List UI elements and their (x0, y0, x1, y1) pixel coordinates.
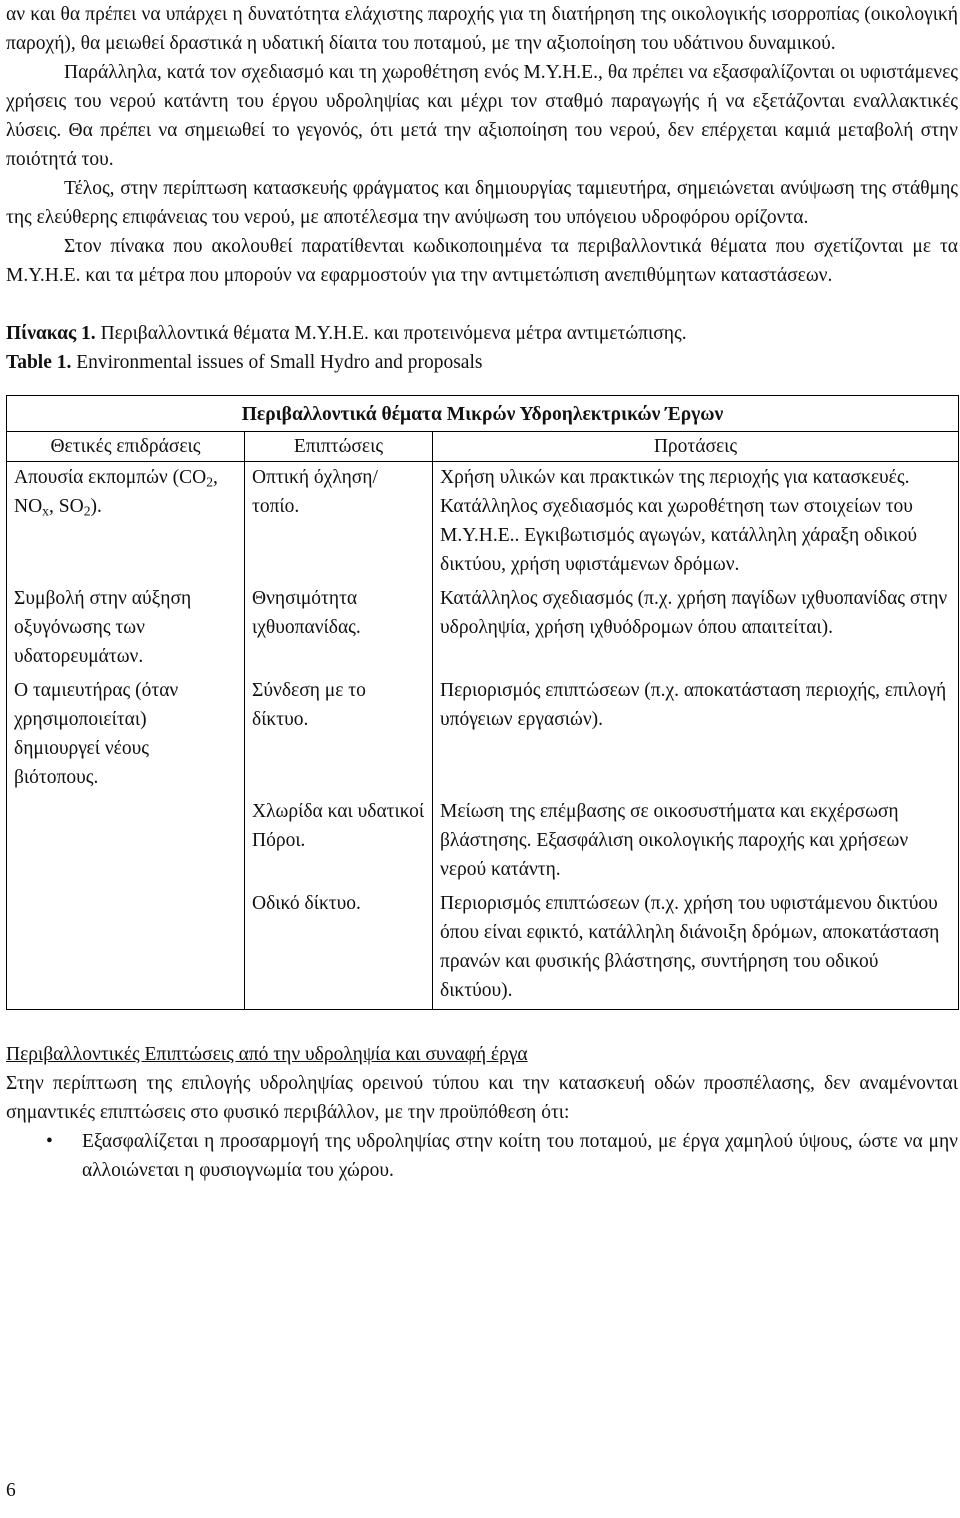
table-row (7, 675, 959, 796)
table-caption (6, 319, 958, 377)
section-heading: Περιβαλλοντικές Επιπτώσεις από την υδροληψία και συναφή έργα (6, 1044, 528, 1065)
table-row (7, 888, 959, 1010)
proposal-cell: Περιορισμός επιπτώσεων (π.χ. χρήση του υφιστάμενου δικτύου όπου είναι εφικτό, κατάλληλη διάνοιξη δρόμων, αποκατάσταση πρανών και φυσικής βλάστησης, συντήρηση του οδικού δικτύου). (433, 888, 959, 1010)
proposal-cell: Χρήση υλικών και πρακτικών της περιοχής για κατασκευές. Κατάλληλος σχεδιασμός και χωροθέτηση των στοιχείων του Μ.Υ.Η.Ε.. Εγκιβωτισμός αγωγών, κατάλληλη χάραξη οδικού δικτύου, χρήση υφιστάμενων δρόμων. (433, 462, 959, 584)
proposal-cell: Μείωση της επέμβασης σε οικοσυστήματα και εκχέρσωση βλάστησης. Εξασφάλιση οικολογικής παροχής και χρήσεων νερού κατάντη. (433, 796, 959, 888)
caption-english-text: Environmental issues of Small Hydro and proposals (71, 352, 483, 373)
caption-greek (6, 319, 958, 348)
table-title: Περιβαλλοντικά θέματα Μικρών Υδροηλεκτρικών Έργων (7, 396, 959, 432)
positive-effect-cell (7, 888, 245, 1010)
positive-effect-cell: Ο ταμιευτήρας (όταν χρησιμοποιείται) δημιουργεί νέους βιότοπους. (7, 675, 245, 796)
document-page (6, 0, 958, 1185)
impact-cell: Οδικό δίκτυο. (245, 888, 433, 1010)
impact-cell: Χλωρίδα και υδατικοί Πόροι. (245, 796, 433, 888)
bullet-icon: • (46, 1131, 53, 1152)
paragraph-4: Στον πίνακα που ακολουθεί παρατίθενται κωδικοποιημένα τα περιβαλλοντικά θέματα που σχετίζονται με τα Μ.Υ.Η.Ε. και τα μέτρα που μπορούν να εφαρμοστούν για την αντιμετώπιση ανεπιθύμητων καταστάσεων. (6, 236, 958, 286)
table-row (7, 583, 959, 675)
list-item-text: Εξασφαλίζεται η προσαρμογή της υδροληψίας στην κοίτη του ποταμού, με έργα χαμηλού ύψους, ώστε να μην αλλοιώνεται η φυσιογνωμία του χώρου. (82, 1131, 958, 1181)
bullet-list (6, 1127, 958, 1185)
paragraph-2: Παράλληλα, κατά τον σχεδιασμό και τη χωροθέτηση ενός Μ.Υ.Η.Ε., θα πρέπει να εξασφαλίζονται οι υφιστάμενες χρήσεις του νερού κατάντη του έργου υδροληψίας και μέχρι τον σταθμό παραγωγής ή να εξετάζονται εναλλακτικές λύσεις. Θα πρέπει να σημειωθεί το γεγονός, ότι μετά την αξιοποίηση του νερού, δεν επέρχεται καμιά μεταβολή στην ποιότητά του. (6, 62, 958, 170)
positive-effect-cell: Συμβολή στην αύξηση οξυγόνωσης των υδατορευμάτων. (7, 583, 245, 675)
list-item (6, 1127, 958, 1185)
impact-cell: Σύνδεση με το δίκτυο. (245, 675, 433, 796)
caption-greek-text: Περιβαλλοντικά θέματα Μ.Υ.Η.Ε. και προτεινόμενα μέτρα αντιμετώπισης. (95, 323, 687, 344)
caption-english-label: Table 1. (6, 352, 72, 373)
impact-cell: Οπτική όχληση/τοπίο. (245, 462, 433, 584)
positive-effect-cell: Απουσία εκπομπών ($CO_2$, $NO_x$, $SO_2$). (7, 462, 245, 584)
header-proposals: Προτάσεις (433, 432, 959, 462)
impact-cell: Θνησιμότητα ιχθυοπανίδας. (245, 583, 433, 675)
table-row (7, 462, 959, 584)
page-number: 6 (6, 1480, 16, 1501)
paragraph-3: Τέλος, στην περίπτωση κατασκευής φράγματος και δημιουργίας ταμιευτήρα, σημειώνεται ανύψωση της στάθμης της ελεύθερης επιφάνειας του νερού, με αποτέλεσμα την ανύψωση του υπόγειου υδροφόρου ορίζοντα. (6, 178, 958, 228)
caption-greek-label: Πίνακας 1. (6, 323, 96, 344)
caption-english (6, 348, 958, 377)
header-positive-effects: Θετικές επιδράσεις (7, 432, 245, 462)
proposal-cell: Περιορισμός επιπτώσεων (π.χ. αποκατάσταση περιοχής, επιλογή υπόγειων εργασιών). (433, 675, 959, 796)
environmental-issues-table (6, 395, 959, 1010)
proposal-cell: Κατάλληλος σχεδιασμός (π.χ. χρήση παγίδων ιχθυοπανίδας στην υδροληψία, χρήση ιχθυόδρομων όπου απαιτείται). (433, 583, 959, 675)
table-row (7, 796, 959, 888)
header-impacts: Επιπτώσεις (245, 432, 433, 462)
paragraph-1: αν και θα πρέπει να υπάρχει η δυνατότητα ελάχιστης παροχής για τη διατήρηση της οικολογικής ισορροπίας (οικολογική παροχή), θα μειωθεί δραστικά η υδατική δίαιτα του ποταμού, με την αξιοποίηση του υδάτινου δυναμικού. (6, 4, 958, 54)
positive-effect-cell (7, 796, 245, 888)
section-intro: Στην περίπτωση της επιλογής υδροληψίας ορεινού τύπου και την κατασκευή οδών προσπέλασης, δεν αναμένονται σημαντικές επιπτώσεις στο φυσικό περιβάλλον, με την προϋπόθεση ότι: (6, 1073, 958, 1123)
